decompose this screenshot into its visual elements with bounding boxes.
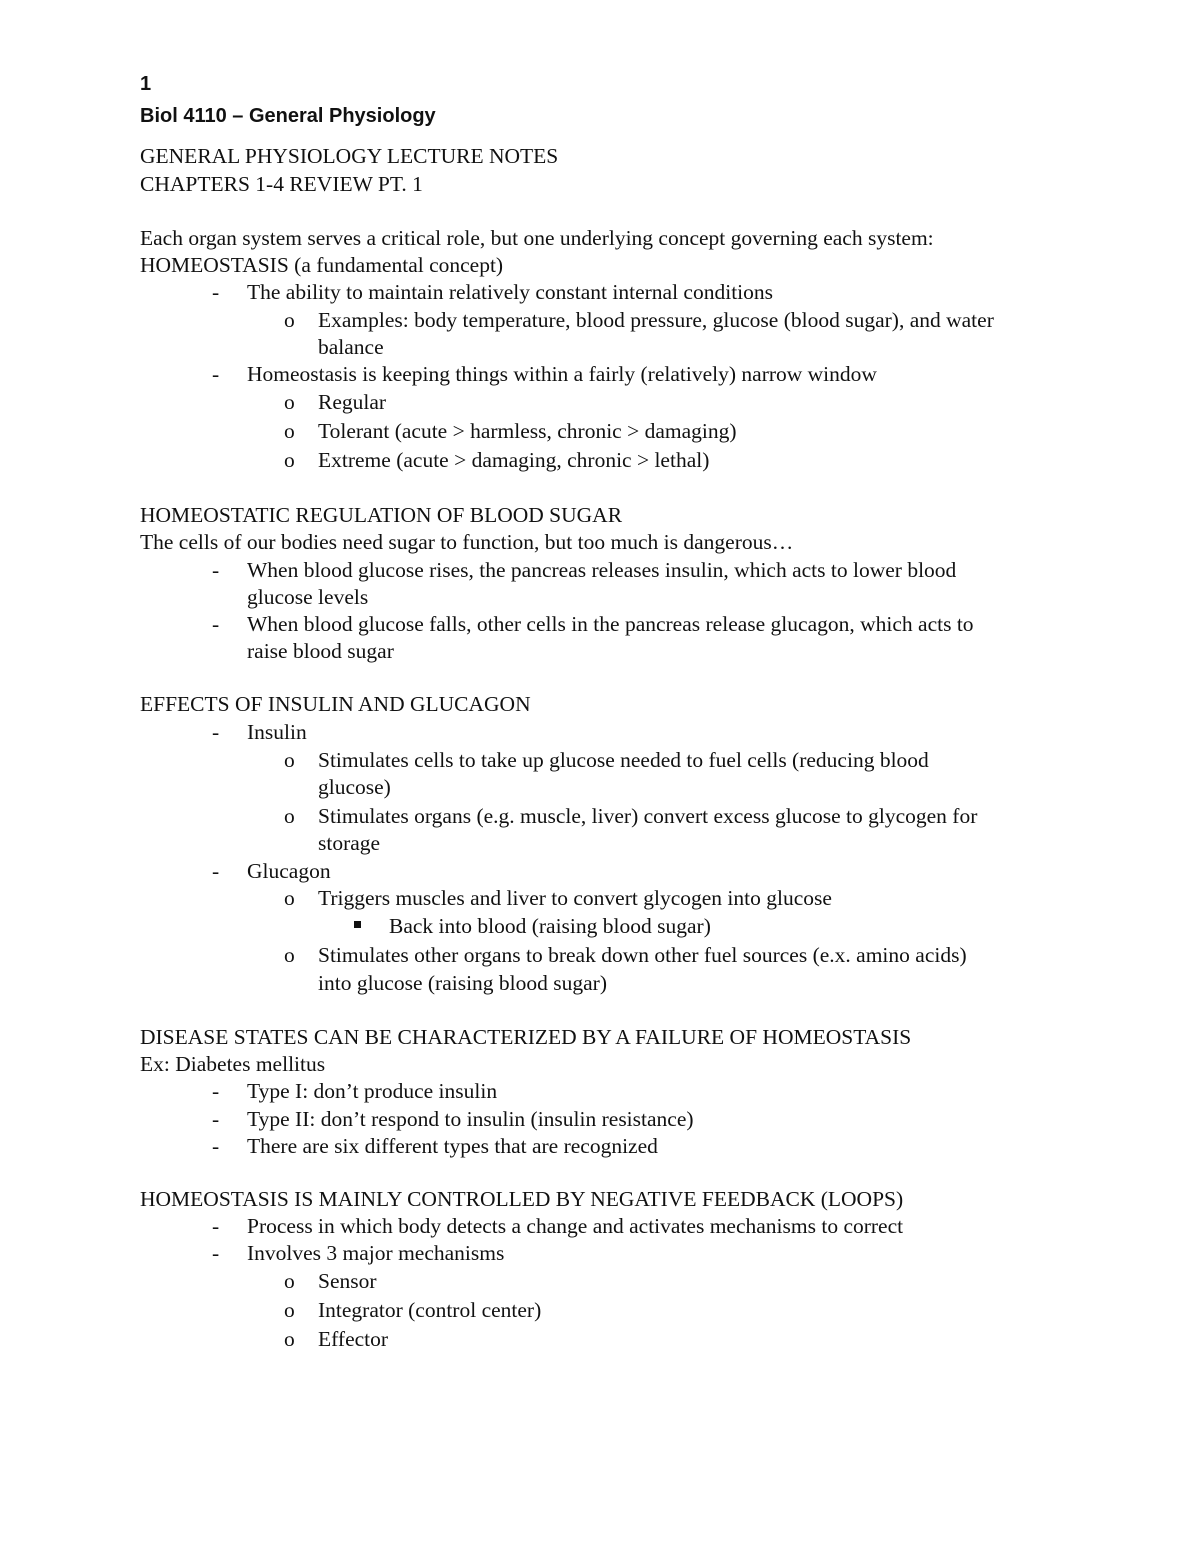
s2-bullet-2-cont: raise blood sugar — [247, 639, 394, 663]
s1-bullet-1-sub-1: Examples: body temperature, blood pressure, glucose (blood sugar), and water — [318, 308, 994, 332]
dash-bullet: - — [212, 1241, 220, 1265]
s4-heading: DISEASE STATES CAN BE CHARACTERIZED BY A FAILURE OF HOMEOSTASIS — [140, 1025, 912, 1049]
s3-bullet-1-sub-2: Stimulates organs (e.g. muscle, liver) convert excess glucose to glycogen for — [318, 804, 978, 828]
s1-bullet-1-sub-1-cont: balance — [318, 335, 384, 359]
page-number: 1 — [140, 73, 152, 95]
s5-bullet-2: Involves 3 major mechanisms — [247, 1241, 505, 1265]
dash-bullet: - — [212, 720, 220, 744]
s1-bullet-2: Homeostasis is keeping things within a fairly (relatively) narrow window — [247, 362, 877, 386]
s1-heading: HOMEOSTASIS (a fundamental concept) — [140, 253, 504, 277]
circle-bullet: o — [284, 1269, 295, 1293]
dash-bullet: - — [212, 1107, 220, 1131]
s1-intro: Each organ system serves a critical role, but one underlying concept governing each system: — [140, 226, 934, 250]
s2-intro: The cells of our bodies need sugar to function, but too much is dangerous… — [140, 530, 794, 554]
s4-intro: Ex: Diabetes mellitus — [140, 1052, 326, 1076]
circle-bullet: o — [284, 308, 295, 332]
dash-bullet: - — [212, 280, 220, 304]
s4-bullet-1: Type I: don’t produce insulin — [247, 1079, 498, 1103]
s3-heading: EFFECTS OF INSULIN AND GLUCAGON — [140, 692, 531, 716]
s3-bullet-2-sub-2: Stimulates other organs to break down other fuel sources (e.x. amino acids) — [318, 943, 967, 967]
s3-bullet-1-sub-1-cont: glucose) — [318, 775, 391, 799]
s2-bullet-1-cont: glucose levels — [247, 585, 369, 609]
circle-bullet: o — [284, 419, 295, 443]
s3-bullet-1-sub-2-cont: storage — [318, 831, 381, 855]
s5-bullet-2-sub-2: Integrator (control center) — [318, 1298, 542, 1322]
doc-title: GENERAL PHYSIOLOGY LECTURE NOTES — [140, 144, 559, 168]
s3-bullet-2-sub-1-sub-1: Back into blood (raising blood sugar) — [389, 914, 711, 938]
s5-bullet-2-sub-3: Effector — [318, 1327, 389, 1351]
s1-bullet-1: The ability to maintain relatively constant internal conditions — [247, 280, 774, 304]
s2-heading: HOMEOSTATIC REGULATION OF BLOOD SUGAR — [140, 503, 623, 527]
s5-bullet-1: Process in which body detects a change and activates mechanisms to correct — [247, 1214, 904, 1238]
dash-bullet: - — [212, 362, 220, 386]
dash-bullet: - — [212, 612, 220, 636]
s5-bullet-2-sub-1: Sensor — [318, 1269, 377, 1293]
circle-bullet: o — [284, 1327, 295, 1351]
s2-bullet-2: When blood glucose falls, other cells in the pancreas release glucagon, which acts to — [247, 612, 974, 636]
s1-bullet-2-sub-1: Regular — [318, 390, 387, 414]
s3-bullet-1: Insulin — [247, 720, 307, 744]
s5-heading: HOMEOSTASIS IS MAINLY CONTROLLED BY NEGATIVE FEEDBACK (LOOPS) — [140, 1187, 904, 1211]
circle-bullet: o — [284, 448, 295, 472]
circle-bullet: o — [284, 1298, 295, 1322]
s2-bullet-1: When blood glucose rises, the pancreas releases insulin, which acts to lower blood — [247, 558, 957, 582]
s3-bullet-1-sub-1: Stimulates cells to take up glucose needed to fuel cells (reducing blood — [318, 748, 929, 772]
s3-bullet-2-sub-1: Triggers muscles and liver to convert glycogen into glucose — [318, 886, 832, 910]
s4-bullet-2: Type II: don’t respond to insulin (insulin resistance) — [247, 1107, 694, 1131]
circle-bullet: o — [284, 748, 295, 772]
square-bullet — [354, 921, 361, 928]
dash-bullet: - — [212, 859, 220, 883]
circle-bullet: o — [284, 943, 295, 967]
doc-subtitle: CHAPTERS 1-4 REVIEW PT. 1 — [140, 172, 423, 196]
circle-bullet: o — [284, 804, 295, 828]
s3-bullet-2: Glucagon — [247, 859, 331, 883]
dash-bullet: - — [212, 1134, 220, 1158]
dash-bullet: - — [212, 1079, 220, 1103]
s1-bullet-2-sub-3: Extreme (acute > damaging, chronic > lethal) — [318, 448, 710, 472]
s4-bullet-3: There are six different types that are recognized — [247, 1134, 658, 1158]
circle-bullet: o — [284, 886, 295, 910]
s3-bullet-2-sub-2-cont: into glucose (raising blood sugar) — [318, 971, 608, 995]
dash-bullet: - — [212, 1214, 220, 1238]
course-title: Biol 4110 – General Physiology — [140, 105, 436, 127]
circle-bullet: o — [284, 390, 295, 414]
dash-bullet: - — [212, 558, 220, 582]
s1-bullet-2-sub-2: Tolerant (acute > harmless, chronic > damaging) — [318, 419, 737, 443]
